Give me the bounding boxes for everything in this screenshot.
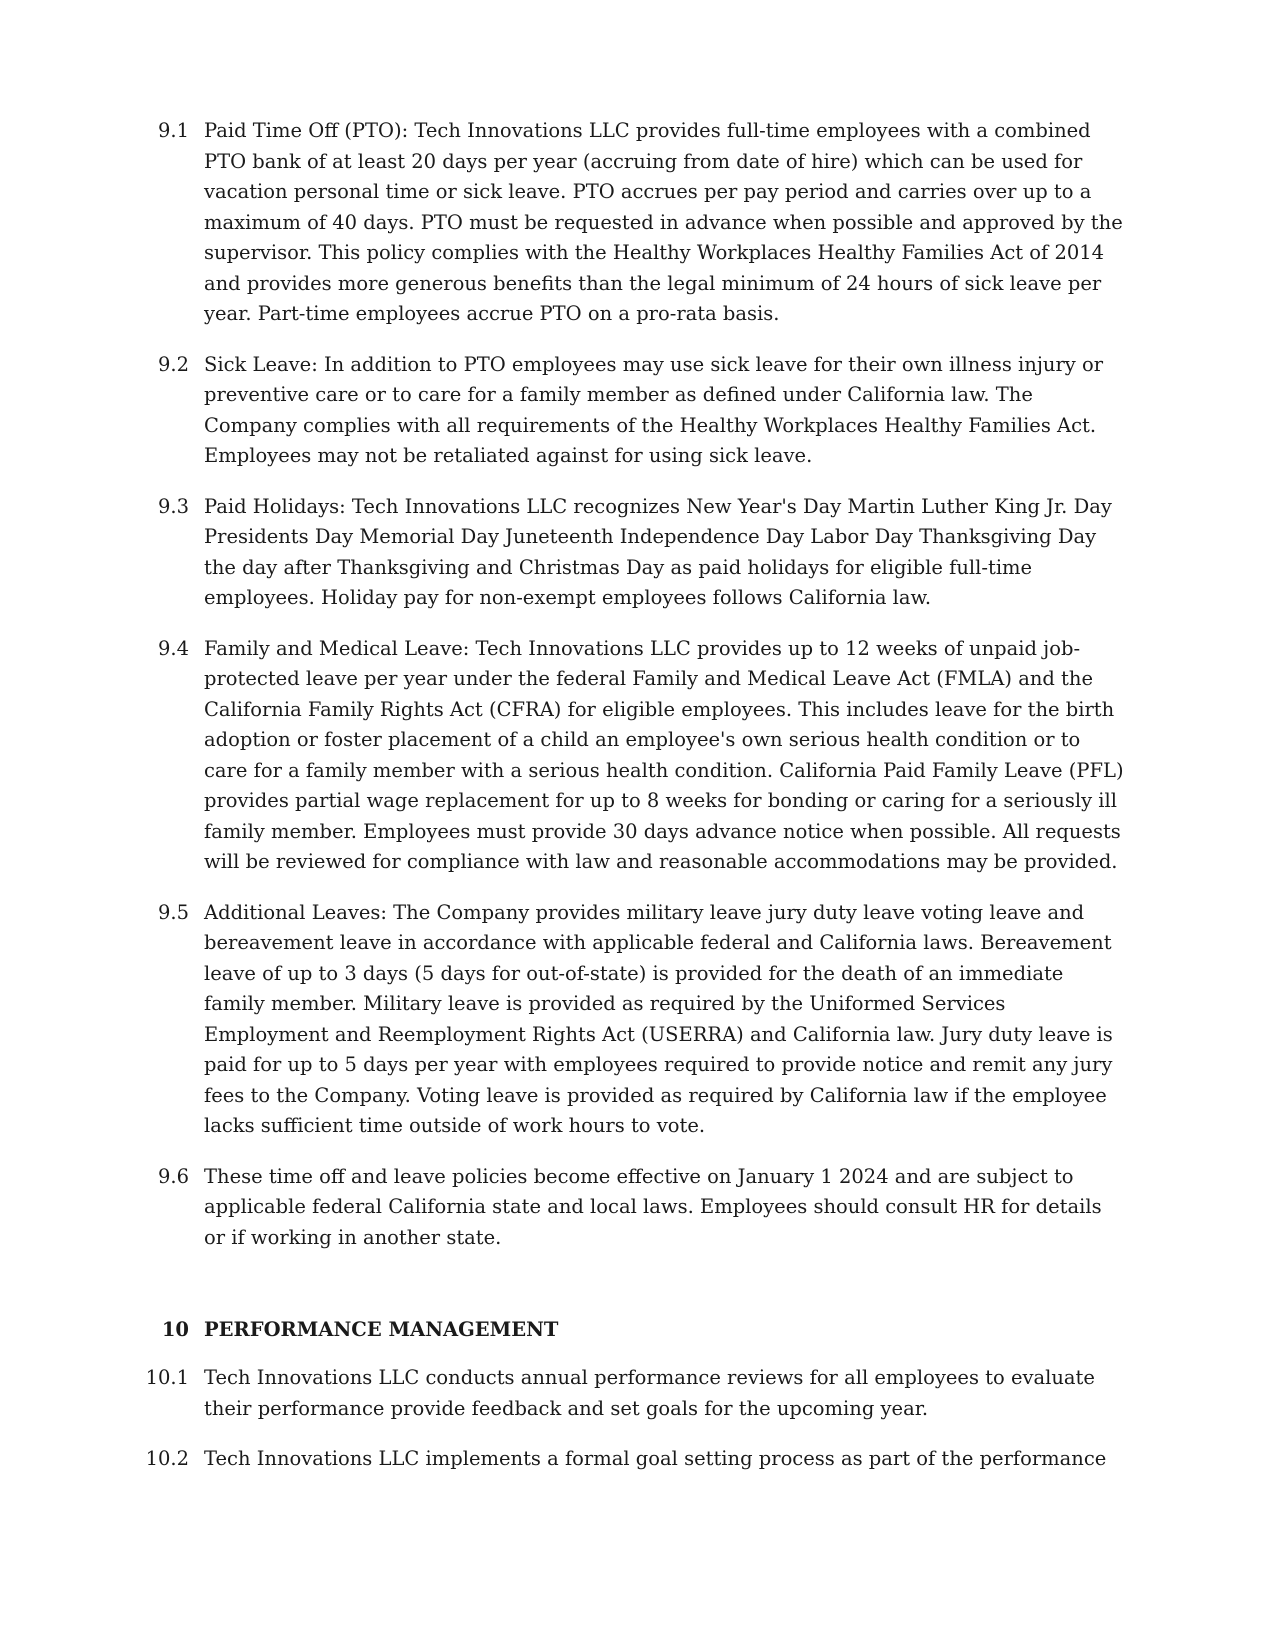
clause-text: Paid Holidays: Tech Innovations LLC recognizes New Year's Day Martin Luther King Jr. Day Presidents Day Memorial Day Juneteenth Independence Day Labor Day Thanksgiving Day the day after Thanksgiving and Christmas Day as paid holidays for eligible full-time employees. Holiday pay for non-exempt employees follows California law.	[204, 494, 1112, 609]
clause-number: 9.5	[157, 900, 189, 924]
clause-10-1	[145, 1363, 1124, 1424]
clause-number: 9.4	[157, 636, 189, 660]
clause-9-6	[157, 1162, 1124, 1254]
section-number: 10	[161, 1318, 189, 1341]
document-body	[0, 116, 1275, 1495]
clause-9-1	[157, 116, 1124, 330]
clause-text: Tech Innovations LLC conducts annual performance reviews for all employees to evaluate their performance provide feedback and set goals for the upcoming year.	[204, 1366, 1095, 1420]
clause-text: Tech Innovations LLC implements a formal goal setting process as part of the performance	[204, 1447, 1107, 1470]
section-title: PERFORMANCE MANAGEMENT	[204, 1318, 559, 1341]
clause-10-2	[145, 1444, 1124, 1475]
clause-number: 10.2	[145, 1447, 189, 1470]
section-heading-10	[161, 1315, 1275, 1345]
clause-text: Paid Time Off (PTO): Tech Innovations LLC provides full-time employees with a combined PTO bank of at least 20 days per year (accruing from date of hire) which can be used for vacation personal time or sick leave. PTO accrues per pay period and carries over up to a maximum of 40 days. PTO must be requested in advance when possible and approved by the supervisor. This policy complies with the Healthy Workplaces Healthy Families Act of 2014 and provides more generous benefits than the legal minimum of 24 hours of sick leave per year. Part-time employees accrue PTO on a pro-rata basis.	[204, 119, 1123, 325]
clause-9-5	[157, 898, 1124, 1142]
clause-text: These time off and leave policies become effective on January 1 2024 and are subject to applicable federal California state and local laws. Employees should consult HR for details or if working in another state.	[204, 1164, 1102, 1249]
clause-number: 9.6	[157, 1164, 189, 1188]
clause-number: 9.3	[157, 494, 189, 518]
clause-9-2	[157, 350, 1124, 472]
clause-9-4	[157, 634, 1124, 878]
clause-text: Additional Leaves: The Company provides military leave jury duty leave voting leave and bereavement leave in accordance with applicable federal and California laws. Bereavement leave of up to 3 days (5 days for out-of-state) is provided for the death of an immediate family member. Military leave is provided as required by the Uniformed Services Employment and Reemployment Rights Act (USERRA) and California law. Jury duty leave is paid for up to 5 days per year with employees required to provide notice and remit any jury fees to the Company. Voting leave is provided as required by California law if the employee lacks sufficient time outside of work hours to vote.	[204, 900, 1113, 1137]
clause-number: 9.1	[157, 119, 189, 142]
clause-9-3	[157, 492, 1124, 614]
clause-text: Sick Leave: In addition to PTO employees may use sick leave for their own illness injury or preventive care or to care for a family member as defined under California law. The Company complies with all requirements of the Healthy Workplaces Healthy Families Act. Employees may not be retaliated against for using sick leave.	[204, 352, 1104, 467]
clause-number: 9.2	[157, 352, 189, 376]
clause-text: Family and Medical Leave: Tech Innovations LLC provides up to 12 weeks of unpaid job-protected leave per year under the federal Family and Medical Leave Act (FMLA) and the California Family Rights Act (CFRA) for eligible employees. This includes leave for the birth adoption or foster placement of a child an employee's own serious health condition or to care for a family member with a serious health condition. California Paid Family Leave (PFL) provides partial wage replacement for up to 8 weeks for bonding or caring for a seriously ill family member. Employees must provide 30 days advance notice when possible. All requests will be reviewed for compliance with law and reasonable accommodations may be provided.	[204, 636, 1124, 873]
clause-number: 10.1	[145, 1366, 189, 1389]
